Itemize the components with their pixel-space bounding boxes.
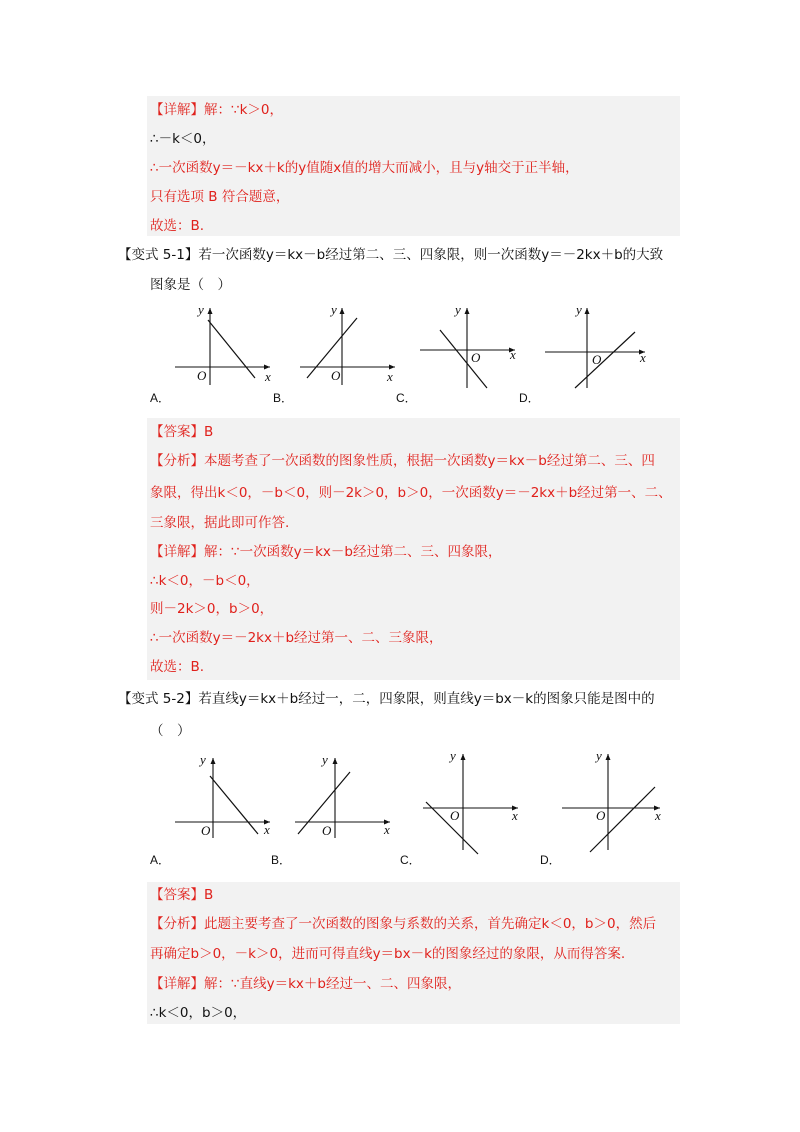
x-axis-label: x — [512, 808, 518, 823]
graph-option-a — [170, 300, 280, 390]
question-5-2-text-cont: （ ） — [150, 723, 191, 739]
y-axis-label: y — [450, 748, 456, 763]
text-line: 【分析】本题考查了一次函数的图象性质，根据一次函数y＝kx－b经过第二、三、四 — [150, 453, 655, 469]
graph-option-c — [415, 300, 525, 390]
text-line: ∴－k＜0， — [150, 131, 216, 147]
text-line: 再确定b＞0，－k＞0，进而可得直线y＝bx－k的图象经过的象限，从而得答案. — [150, 946, 626, 962]
y-axis-label: y — [200, 752, 206, 767]
text-line: 三象限，据此即可作答. — [150, 515, 290, 531]
text-line: ∴k＜0，－b＜0， — [150, 573, 260, 589]
text-line: 【答案】B — [150, 424, 214, 440]
origin-label: O — [471, 350, 481, 365]
option-d-label: D． — [540, 853, 561, 867]
option-d-label: D． — [519, 391, 540, 405]
x-axis-label: x — [510, 347, 516, 362]
graph-option-b — [290, 750, 400, 840]
question-5-2-text: 【变式 5-2】若直线y＝kx＋b经过一，二，四象限，则直线y＝bx－k的图象只能是图中的 — [118, 691, 655, 707]
x-axis-label: x — [264, 822, 270, 837]
text-line: ∴一次函数y＝－2kx＋b经过第一、二、三象限， — [150, 630, 443, 646]
text-line: ∴一次函数y＝－kx＋k的y值随x值的增大而减小，且与y轴交于正半轴， — [150, 160, 579, 176]
text-line: 【详解】解：∵一次函数y＝kx－b经过第二、三、四象限， — [150, 544, 502, 560]
origin-label: O — [197, 368, 207, 383]
text-line: 只有选项 B 符合题意， — [150, 189, 290, 205]
y-axis-label: y — [596, 748, 602, 763]
y-axis-label: y — [455, 302, 461, 317]
graph-option-a — [170, 750, 280, 840]
y-axis-label: y — [198, 302, 204, 317]
x-axis-label: x — [655, 808, 661, 823]
graph-option-c — [418, 750, 528, 860]
origin-label: O — [592, 352, 602, 367]
question-5-1-text: 【变式 5-1】若一次函数y＝kx－b经过第二、三、四象限，则一次函数y＝－2kx＋b的大致 — [118, 247, 664, 263]
question-5-1-text-cont: 图象是（ ） — [150, 277, 231, 293]
origin-label: O — [450, 808, 460, 823]
x-axis-label: x — [640, 350, 646, 365]
text-line: 故选：B. — [150, 659, 205, 675]
y-axis-label: y — [576, 302, 582, 317]
option-b-label: B． — [271, 853, 292, 867]
text-line: ∴k＜0，b＞0， — [150, 1005, 247, 1021]
text-line: 【答案】B — [150, 887, 214, 903]
text-line: 【详解】解：∵k＞0， — [150, 102, 283, 118]
graph-option-d — [560, 750, 670, 860]
text-line: 象限，得出k＜0，－b＜0，则－2k＞0，b＞0，一次函数y＝－2kx＋b经过第一、二、 — [150, 485, 672, 501]
option-c-label: C． — [400, 853, 421, 867]
origin-label: O — [331, 368, 341, 383]
graph-option-d — [540, 300, 655, 390]
option-a-label: A． — [150, 391, 171, 405]
y-axis-label: y — [322, 752, 328, 767]
text-line: 【详解】解：∵直线y＝kx＋b经过一、二、四象限， — [150, 976, 461, 992]
option-c-label: C． — [396, 391, 417, 405]
text-line: 故选：B. — [150, 218, 205, 234]
text-line: 【分析】此题主要考查了一次函数的图象与系数的关系，首先确定k＜0，b＞0，然后 — [150, 916, 657, 932]
graph-option-b — [295, 300, 405, 390]
origin-label: O — [596, 808, 606, 823]
x-axis-label: x — [265, 369, 271, 384]
x-axis-label: x — [384, 822, 390, 837]
y-axis-label: y — [331, 302, 337, 317]
option-b-label: B． — [273, 391, 294, 405]
origin-label: O — [322, 823, 332, 838]
option-a-label: A． — [150, 853, 171, 867]
x-axis-label: x — [387, 369, 393, 384]
origin-label: O — [201, 823, 211, 838]
text-line: 则－2k＞0，b＞0， — [150, 601, 274, 617]
